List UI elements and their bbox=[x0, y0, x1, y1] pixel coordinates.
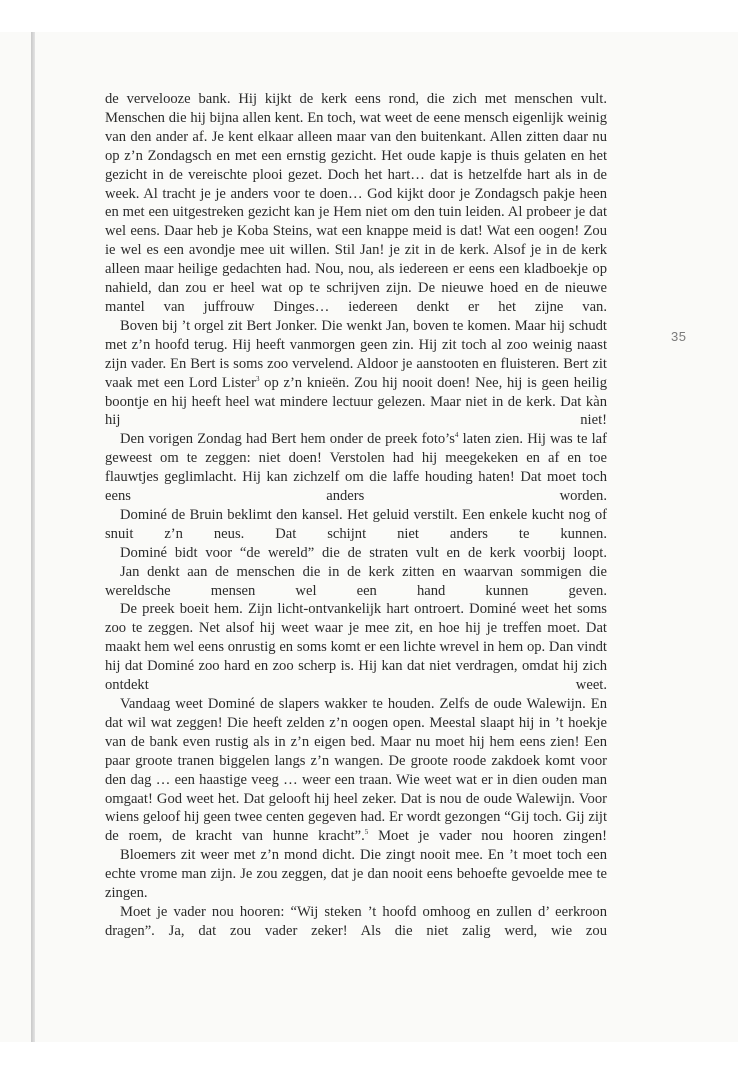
paragraph-5: Dominé bidt voor “de wereld” die de straten vult en de kerk voorbij loopt. bbox=[120, 544, 607, 561]
footnote-marker-3[interactable]: 3 bbox=[255, 374, 260, 383]
paragraph-10: Moet je vader nou hooren: “Wij steken ’t hoofd omhoog en zullen d’ eerkroon dragen”. Ja, dat zou vader zeker! Als die niet zalig werd, wie zou bbox=[105, 903, 607, 939]
paragraph-4: Dominé de Bruin beklimt den kansel. Het geluid verstilt. Een enkele kucht nog of snuit z’n neus. Dat schijnt niet anders te kunnen. bbox=[105, 506, 607, 542]
paragraph-6: Jan denkt aan de menschen die in de kerk zitten en waarvan sommigen die wereldsche mensen wel een hand kunnen geven. bbox=[105, 563, 607, 599]
footnote-marker-5[interactable]: 5 bbox=[364, 828, 369, 837]
paragraph-9: Bloemers zit weer met z’n mond dicht. Die zingt nooit mee. En ’t moet toch een echte vrome man zijn. Je zou zeggen, dat je dan nooit eens behoefte gevoelde mee te zingen. bbox=[105, 847, 607, 902]
body-text bbox=[105, 90, 607, 941]
paragraph-2: Boven bij ’t orgel zit Bert Jonker. Die wenkt Jan, boven te komen. Maar hij schudt met z’n hoofd terug. Hij heeft vanmorgen geen zin. Hij zit toch al zoo weinig naast zijn vader. En Bert is soms zoo vervelend. Aldoor je aanstooten en fluisteren. Bert zit vaak met een Lord Lister$^3$ op z’n knieën. Zou hij nooit doen! Nee, hij is geen heilig boontje en hij heeft heel wat mindere lectuur gelezen. Maar niet in de kerk. Dat kàn hij niet! bbox=[105, 317, 608, 429]
page-number: 35 bbox=[671, 329, 687, 344]
paragraph-7: De preek boeit hem. Zijn licht-ontvankelijk hart ontroert. Dominé weet het soms zoo te zeggen. Net alsof hij weet waar je mee zit, en hoe hij je treffen moet. Dat maakt hem wel eens onrustig en soms komt er een lichte wrevel in hem op. Dan vindt hij dat Dominé zoo hard en zoo scherp is. Hij kan dat niet verdragen, omdat hij zich ontdekt weet. bbox=[105, 601, 607, 694]
footnote-marker-4[interactable]: 4 bbox=[454, 431, 459, 440]
paragraph-3: Den vorigen Zondag had Bert hem onder de preek $foto’s^4$ laten zien. Hij was te laf geweest om te zeggen: niet doen! Verstolen had hij meegekeken en af en toe flauwtjes geglimlacht. Hij kan zichzelf om die laffe houding haten! Dat moet toch eens anders worden. bbox=[105, 431, 607, 505]
paragraph-1: de vervelooze bank. Hij kijkt de kerk eens rond, die zich met menschen vult. Menschen die hij bijna allen kent. En toch, wat weet de eene mensch eigenlijk weinig van den ander af. Je kent elkaar alleen maar van den buitenkant. Allen zitten daar nu op z’n Zondagsch en met een ernstig gezicht. Het oude kapje is thuis gelaten en het gezicht in de vereischte plooi gezet. Doch het hart… dat is hetzelfde hart als in de week. Al tracht je je anders voor te doen… God kijkt door je Zondagsch pakje heen en met een uitgestreken gezicht kan je Hem niet om den tuin leiden. Al probeer je dat wel eens. Daar heb je Koba Steins, wat een knappe meid is dat! Wat een oogen! Zou ie wel es een avondje mee uit willen. Stil Jan! je zit in de kerk. Alsof je in de kerk alleen maar heilige gedachten had. Nou, nou, als iedereen er eens een kladboekje op nahield, dan zou er heel wat op te schrijven zijn. De nieuwe hoed en de nieuwe mantel van juffrouw Dinges… iedereen denkt er het zijne van. bbox=[105, 91, 607, 315]
paragraph-8: Vandaag weet Dominé de slapers wakker te houden. Zelfs de oude Walewijn. En dat wil wat zeggen! Die heeft zelden z’n oogen open. Meestal slaapt hij in ’t hoekje van de bank even rustig als in z’n eigen bed. Maar nu moet hij hem eens zien! Een paar groote tranen biggelen langs z’n wangen. De groote roode zakdoek komt voor den dag … een haastige veeg … weer een traan. Wie weet wat er in dien ouden man omgaat! God weet het. Dat gelooft hij heel zeker. Dat is nou de oude Walewijn. Voor wiens geloof hij geen twee centen gegeven had. Er wordt gezongen “Gij toch. Gij zijt de roem, de kracht van hunne kracht”.$^5$ Moet je vader nou hooren zingen! bbox=[105, 696, 607, 845]
book-spine-edge bbox=[31, 32, 35, 1042]
